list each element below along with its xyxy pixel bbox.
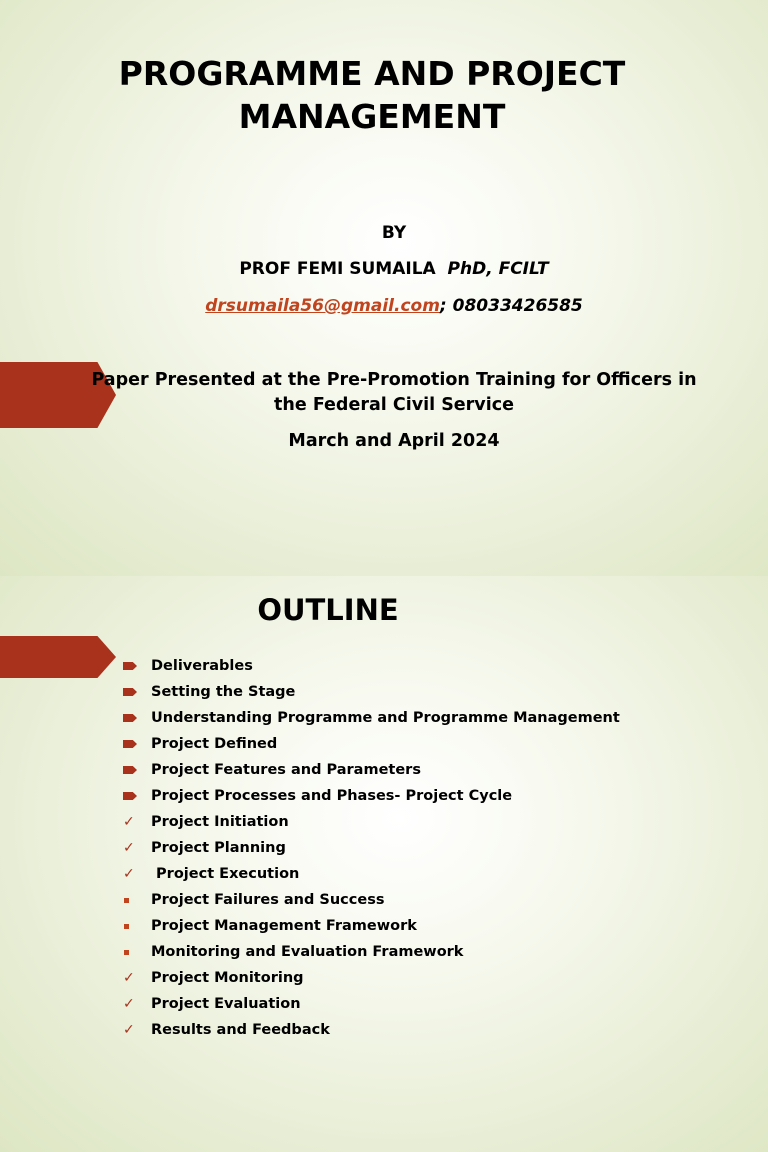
- outline-item-label: Project Execution: [151, 866, 300, 882]
- outline-item: [118, 731, 620, 757]
- outline-list: [118, 653, 620, 1043]
- bullet: [118, 714, 151, 722]
- outline-item-label: Project Initiation: [151, 814, 289, 830]
- arrow-bullet-icon: [123, 766, 137, 774]
- outline-item: [118, 991, 620, 1017]
- outline-item-label: Project Processes and Phases- Project Cycle: [151, 788, 513, 804]
- outline-item-label: Project Management Framework: [151, 918, 417, 934]
- paper-line-2: the Federal Civil Service: [274, 395, 514, 415]
- author-line: [0, 259, 768, 279]
- presentation-date: March and April 2024: [288, 431, 500, 451]
- decorative-arrow-tab: [0, 636, 116, 678]
- slide-title: [60, 52, 684, 138]
- bullet: [118, 792, 151, 800]
- paper-description: [80, 368, 708, 418]
- outline-item-label: Monitoring and Evaluation Framework: [151, 944, 464, 960]
- checkmark-bullet-icon: ✓: [123, 1022, 135, 1038]
- bullet: [118, 766, 151, 774]
- outline-item-label: Results and Feedback: [151, 1022, 330, 1038]
- outline-item-label: Project Planning: [151, 840, 286, 856]
- paper-line-1: Paper Presented at the Pre-Promotion Training for Officers in: [91, 370, 697, 390]
- outline-item: [118, 1017, 620, 1043]
- checkmark-bullet-icon: ✓: [123, 996, 135, 1012]
- bullet: [118, 970, 151, 986]
- outline-item-label: Deliverables: [151, 658, 253, 674]
- outline-item: [118, 887, 620, 913]
- outline-item: [118, 965, 620, 991]
- bullet: [118, 814, 151, 830]
- arrow-bullet-icon: [123, 714, 137, 722]
- square-bullet-icon: [124, 898, 129, 903]
- email-link[interactable]: drsumaila56@gmail.com: [205, 296, 440, 316]
- outline-item-label: Project Defined: [151, 736, 278, 752]
- author-credentials: PhD, FCILT: [447, 259, 549, 279]
- arrow-bullet-icon: [123, 662, 137, 670]
- by-label: BY: [381, 223, 407, 243]
- bullet: [118, 866, 151, 882]
- phone-number: ; 08033426585: [439, 296, 583, 316]
- bullet: [118, 950, 151, 955]
- author-name: PROF FEMI SUMAILA: [239, 259, 436, 279]
- outline-item: [118, 653, 620, 679]
- outline-item: [118, 757, 620, 783]
- bullet: [118, 996, 151, 1012]
- checkmark-bullet-icon: ✓: [123, 970, 135, 986]
- checkmark-bullet-icon: ✓: [123, 814, 135, 830]
- outline-slide: [0, 576, 768, 1152]
- bullet: [118, 1022, 151, 1038]
- bullet: [118, 740, 151, 748]
- outline-item-label: Project Evaluation: [151, 996, 301, 1012]
- outline-item-label: Setting the Stage: [151, 684, 296, 700]
- outline-item: [118, 913, 620, 939]
- square-bullet-icon: [124, 924, 129, 929]
- bullet: [118, 662, 151, 670]
- arrow-bullet-icon: [123, 792, 137, 800]
- outline-item: [118, 705, 620, 731]
- outline-item: [118, 783, 620, 809]
- checkmark-bullet-icon: ✓: [123, 866, 135, 882]
- bullet: [118, 898, 151, 903]
- outline-title: OUTLINE: [257, 593, 399, 627]
- square-bullet-icon: [124, 950, 129, 955]
- title-line-1: PROGRAMME AND PROJECT: [118, 54, 626, 93]
- outline-item-label: Project Features and Parameters: [151, 762, 421, 778]
- outline-item-label: Understanding Programme and Programme Management: [151, 710, 620, 726]
- outline-item: [118, 939, 620, 965]
- outline-item: [118, 679, 620, 705]
- outline-item-label: Project Monitoring: [151, 970, 304, 986]
- outline-item-label: Project Failures and Success: [151, 892, 385, 908]
- bullet: [118, 924, 151, 929]
- arrow-bullet-icon: [123, 740, 137, 748]
- arrow-bullet-icon: [123, 688, 137, 696]
- outline-item: [118, 835, 620, 861]
- outline-item: [118, 809, 620, 835]
- outline-item: [118, 861, 620, 887]
- contact-line: [0, 296, 768, 316]
- bullet: [118, 840, 151, 856]
- title-line-2: MANAGEMENT: [238, 97, 506, 136]
- checkmark-bullet-icon: ✓: [123, 840, 135, 856]
- bullet: [118, 688, 151, 696]
